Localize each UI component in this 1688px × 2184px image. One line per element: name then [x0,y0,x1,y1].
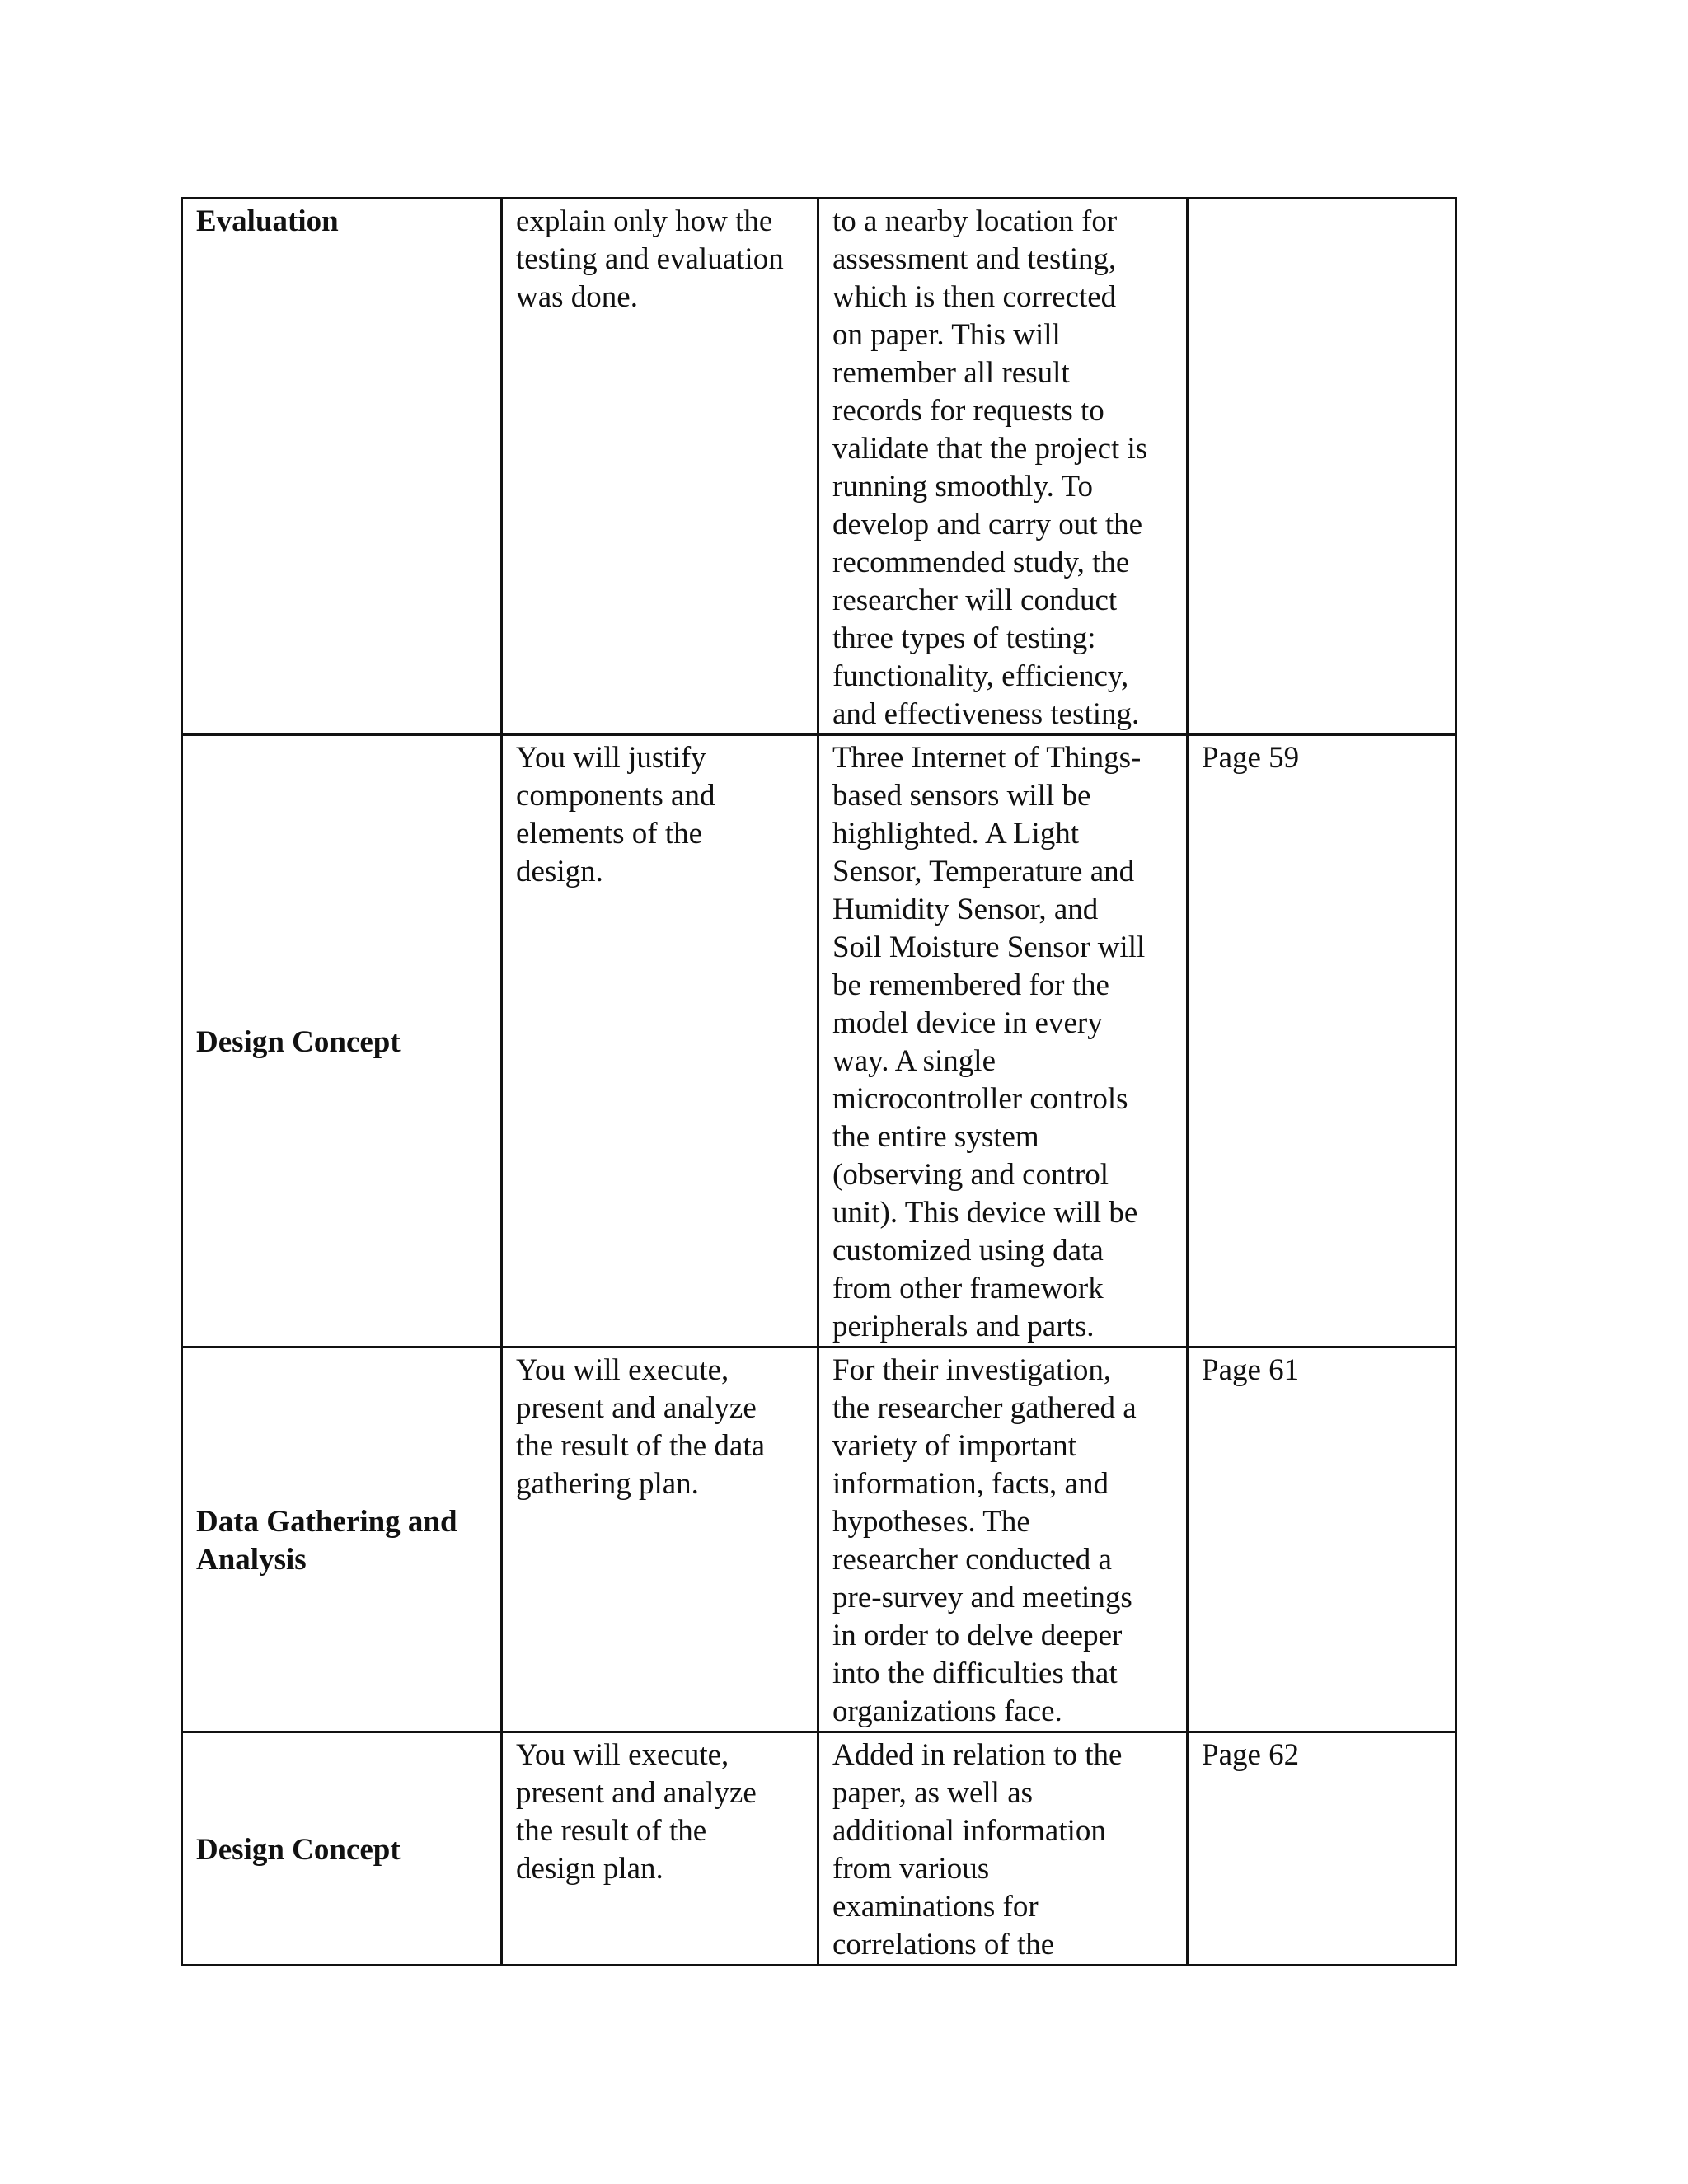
requirement-text: You will execute, present and analyze the result of the data gathering plan. [516,1353,766,1501]
section-cell [182,735,502,1347]
section-cell [182,1732,502,1966]
page-reference: Page 61 [1202,1353,1300,1387]
content-cell [818,1347,1188,1732]
table-row [182,199,1456,735]
requirements-table [181,197,1457,1966]
content-text: Three Internet of Things- based sensors will be highlighted. A Light Sensor, Temperature and Humidity Sensor, and Soil Moisture Sensor will be remembered for the model device in every way. A single microcontroller controls the entire system (observing and control unit). This device will be customized using data from other framework peripherals and parts. [832,741,1146,1343]
table-row [182,1347,1456,1732]
page-cell [1188,735,1456,1347]
content-cell [818,1732,1188,1966]
page-cell [1188,199,1456,735]
section-cell [182,1347,502,1732]
section-label: Design Concept [196,1025,401,1059]
section-cell [182,199,502,735]
page-cell [1188,1732,1456,1966]
requirement-text: You will justify components and elements of the design. [516,741,715,888]
section-label: Design Concept [196,1833,401,1867]
requirement-cell [502,735,818,1347]
content-text: Added in relation to the paper, as well as additional information from various examinations for correlations of the [832,1738,1123,1961]
section-label: Data Gathering and Analysis [196,1505,457,1577]
requirement-cell [502,1732,818,1966]
requirement-cell [502,199,818,735]
content-cell [818,735,1188,1347]
requirement-text: You will execute, present and analyze the result of the design plan. [516,1738,757,1886]
content-cell [818,199,1188,735]
content-text: to a nearby location for assessment and testing, which is then corrected on paper. This will remember all result records for requests to validate that the project is running smoothly. To develop and carry out the recommended study, the researcher will conduct three types of testing: functionality, efficiency, and effectiveness testing. [832,204,1148,731]
requirement-text: explain only how the testing and evaluation was done. [516,204,784,314]
page-reference: Page 62 [1202,1738,1300,1772]
page-reference: Page 59 [1202,741,1300,775]
requirement-cell [502,1347,818,1732]
table-row [182,735,1456,1347]
content-text: For their investigation, the researcher gathered a variety of important information, facts, and hypotheses. The researcher conducted a pre-survey and meetings in order to delve deeper into the difficulties that organizations face. [832,1353,1137,1728]
section-label: Evaluation [196,204,339,238]
table-row [182,1732,1456,1966]
page-cell [1188,1347,1456,1732]
